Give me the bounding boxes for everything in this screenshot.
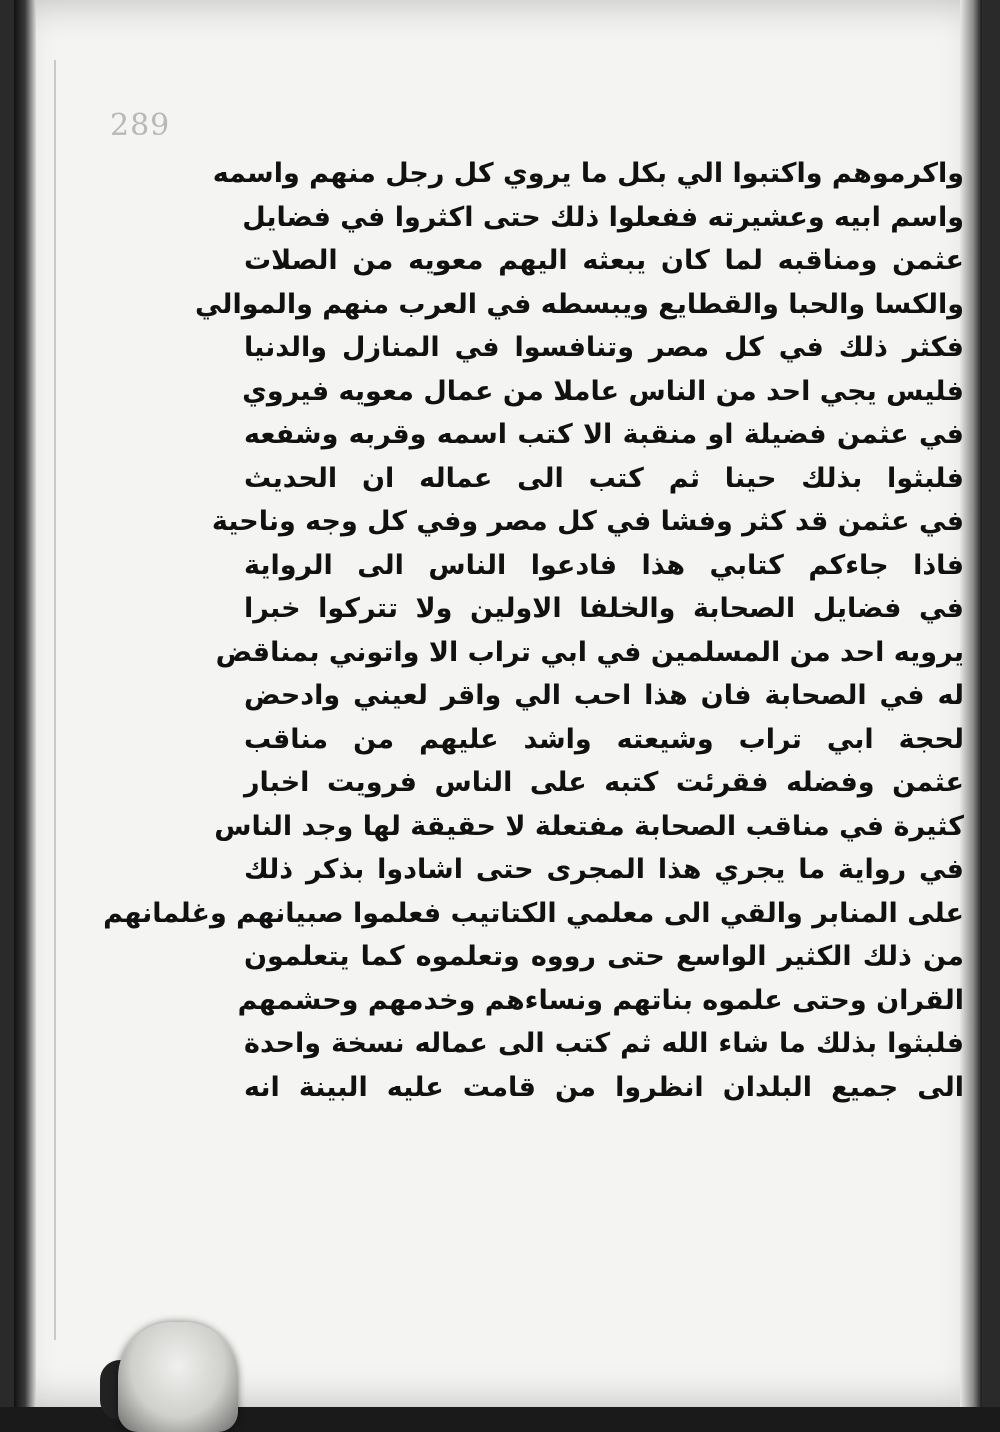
text-line: واكرموهم واكتبوا الي بكل ما يروي كل رجل منهم واسمه bbox=[212, 158, 964, 189]
text-line: في عثمن فضيلة او منقبة الا كتب اسمه وقربه وشفعه bbox=[244, 419, 964, 450]
text-line: يرويه احد من المسلمين في ابي تراب الا واتوني بمناقض bbox=[215, 636, 964, 668]
text-line: فلبثوا بذلك ما شاء الله ثم كتب الى عماله نسخة واحدة bbox=[244, 1028, 964, 1059]
manuscript-text-block bbox=[103, 152, 964, 1109]
text-line: كثيرة في مناقب الصحابة مفتعلة لا حقيقة لها وجد الناس bbox=[214, 810, 964, 842]
manuscript-page bbox=[14, 0, 982, 1407]
text-line: لحجة ابي تراب وشيعته واشد عليهم من مناقب bbox=[244, 723, 964, 755]
text-line: فليس يجي احد من الناس عاملا من عمال معويه فيروي bbox=[242, 375, 964, 407]
page-left-edge bbox=[14, 0, 36, 1407]
text-line: له في الصحابة فان هذا احب الي واقر لعيني وادحض bbox=[244, 680, 964, 711]
page-fold-line bbox=[54, 60, 56, 1340]
text-line: الى جميع البلدان انظروا من قامت عليه البينة انه bbox=[244, 1071, 964, 1103]
text-line: فلبثوا بذلك حينا ثم كتب الى عماله ان الحديث bbox=[244, 462, 964, 494]
text-line: فاذا جاءكم كتابي هذا فادعوا الناس الى الرواية bbox=[244, 549, 964, 581]
folio-number: 289 bbox=[110, 108, 171, 143]
holding-thumb bbox=[118, 1322, 238, 1432]
text-line: واسم ابيه وعشيرته ففعلوا ذلك حتى اكثروا في فضايل bbox=[242, 201, 964, 233]
text-line: في عثمن قد كثر وفشا في كل مصر وفي كل وجه وناحية bbox=[211, 506, 964, 537]
text-line: والكسا والحبا والقطايع ويبسطه في العرب منهم والموالي bbox=[194, 288, 964, 320]
text-line: عثمن وفضله فقرئت كتبه على الناس فرويت اخبار bbox=[244, 767, 964, 798]
text-line: في فضايل الصحابة والخلفا الاولين ولا تتركوا خبرا bbox=[244, 593, 964, 624]
text-line: فكثر ذلك في كل مصر وتنافسوا في المنازل والدنيا bbox=[244, 332, 964, 363]
text-line: القران وحتى علموه بناتهم ونساءهم وخدمهم وحشمهم bbox=[237, 984, 964, 1016]
text-line: على المنابر والقي الى معلمي الكتاتيب فعلموا صبيانهم وغلمانهم bbox=[103, 897, 964, 929]
text-line: في رواية ما يجري هذا المجرى حتى اشادوا بذكر ذلك bbox=[244, 854, 964, 885]
text-line: من ذلك الكثير الواسع حتى رووه وتعلموه كما يتعلمون bbox=[244, 941, 964, 972]
text-line: عثمن ومناقبه لما كان يبعثه اليهم معويه من الصلات bbox=[244, 245, 964, 276]
